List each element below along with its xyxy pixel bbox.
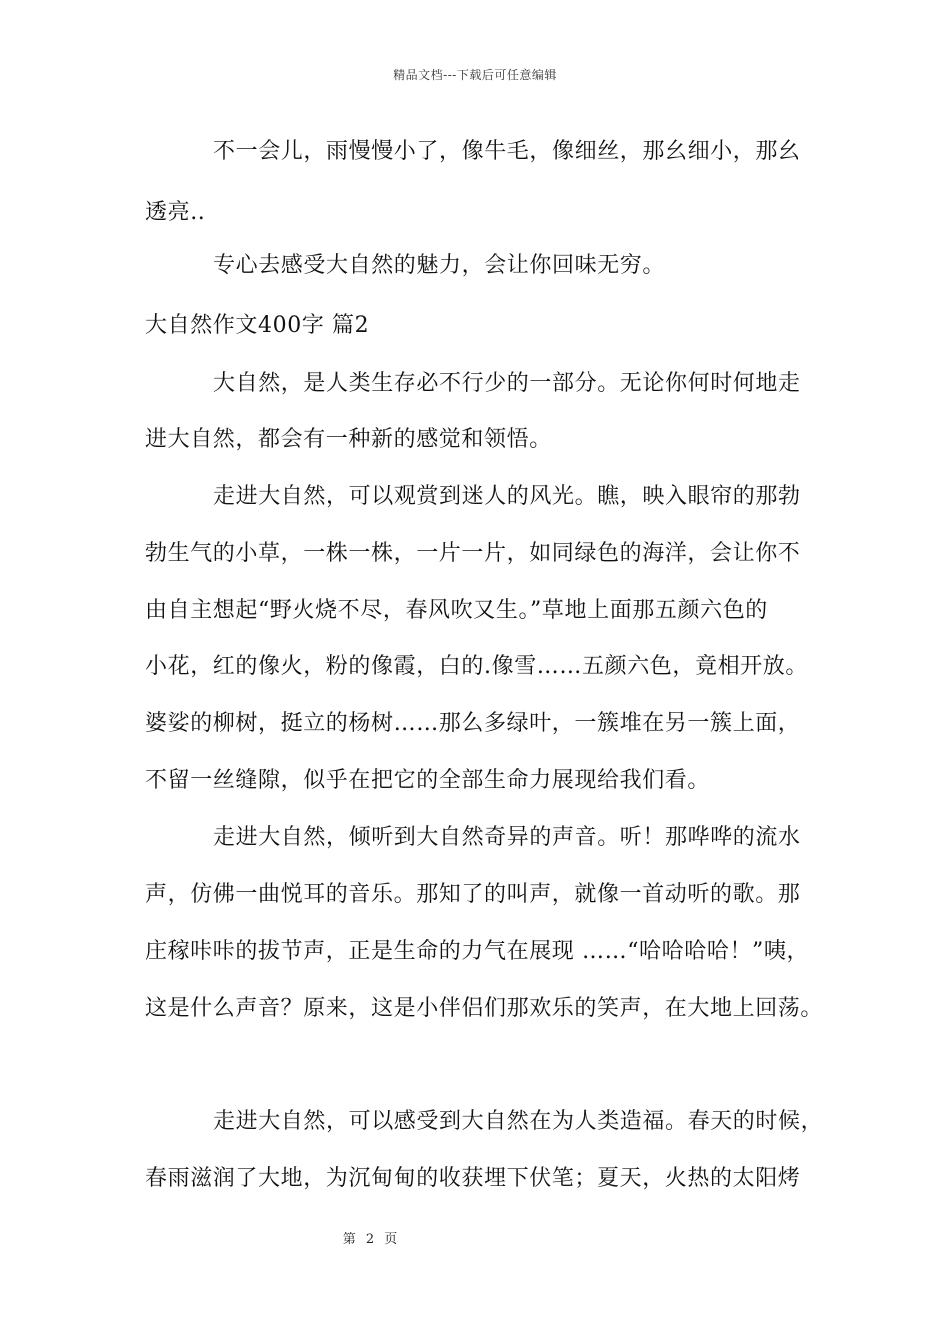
paragraph-line: 透亮.. — [145, 200, 206, 225]
paragraph-line: 春雨滋润了大地，为沉甸甸的收获埋下伏笔；夏天，火热的太阳烤 — [145, 1166, 801, 1191]
paragraph-line: 勃生气的小草，一株一株，一片一片，如同绿色的海洋，会让你不 — [145, 541, 801, 566]
page-footer — [0, 1228, 740, 1247]
paragraph-line: 婆娑的柳树，挺立的杨树……那么多绿叶，一簇堆在另一簇上面， — [145, 711, 801, 736]
page-label-suffix: 页 — [384, 1232, 398, 1247]
paragraph-line: 不留一丝缝隙，似乎在把它的全部生命力展现给我们看。 — [145, 768, 711, 793]
paragraph-line: 小花，红的像火，粉的像霞，白的.像雪……五颜六色，竟相开放。 — [145, 654, 808, 679]
paragraph-line: 走进大自然，可以感受到大自然在为人类造福。春天的时候， — [213, 1109, 824, 1134]
paragraph-line: 专心去感受大自然的魅力，会让你回味无穷。 — [213, 253, 666, 278]
paragraph-line: 大自然，是人类生存必不行少的一部分。无论你何时何地走 — [213, 371, 801, 396]
paragraph-line: 走进大自然，倾听到大自然奇异的声音。听！那哗哗的流水 — [213, 825, 801, 850]
paragraph-line: 进大自然，都会有一种新的感觉和领悟。 — [145, 427, 552, 452]
page-label-prefix: 第 — [342, 1232, 356, 1247]
section-heading: 大自然作文400字 篇2 — [145, 313, 370, 338]
paragraph-line: 不一会儿，雨慢慢小了，像牛毛，像细丝，那幺细小，那幺 — [213, 139, 801, 164]
paragraph-line: 庄稼咔咔的拔节声，正是生命的力气在展现 ……“哈哈哈哈！”咦， — [145, 939, 810, 964]
page-number: 2 — [365, 1232, 375, 1247]
paragraph-line: 走进大自然，可以观赏到迷人的风光。瞧，映入眼帘的那勃 — [213, 484, 801, 509]
paragraph-line: 这是什么声音？原来，这是小伴侣们那欢乐的笑声，在大地上回荡。 — [145, 996, 824, 1021]
page-header: 精品文档---下载后可任意编辑 — [393, 68, 557, 82]
paragraph-line: 由自主想起“野火烧不尽，春风吹又生。”草地上面那五颜六色的 — [145, 598, 768, 623]
paragraph-line: 声，仿佛一曲悦耳的音乐。那知了的叫声，就像一首动听的歌。那 — [145, 882, 801, 907]
